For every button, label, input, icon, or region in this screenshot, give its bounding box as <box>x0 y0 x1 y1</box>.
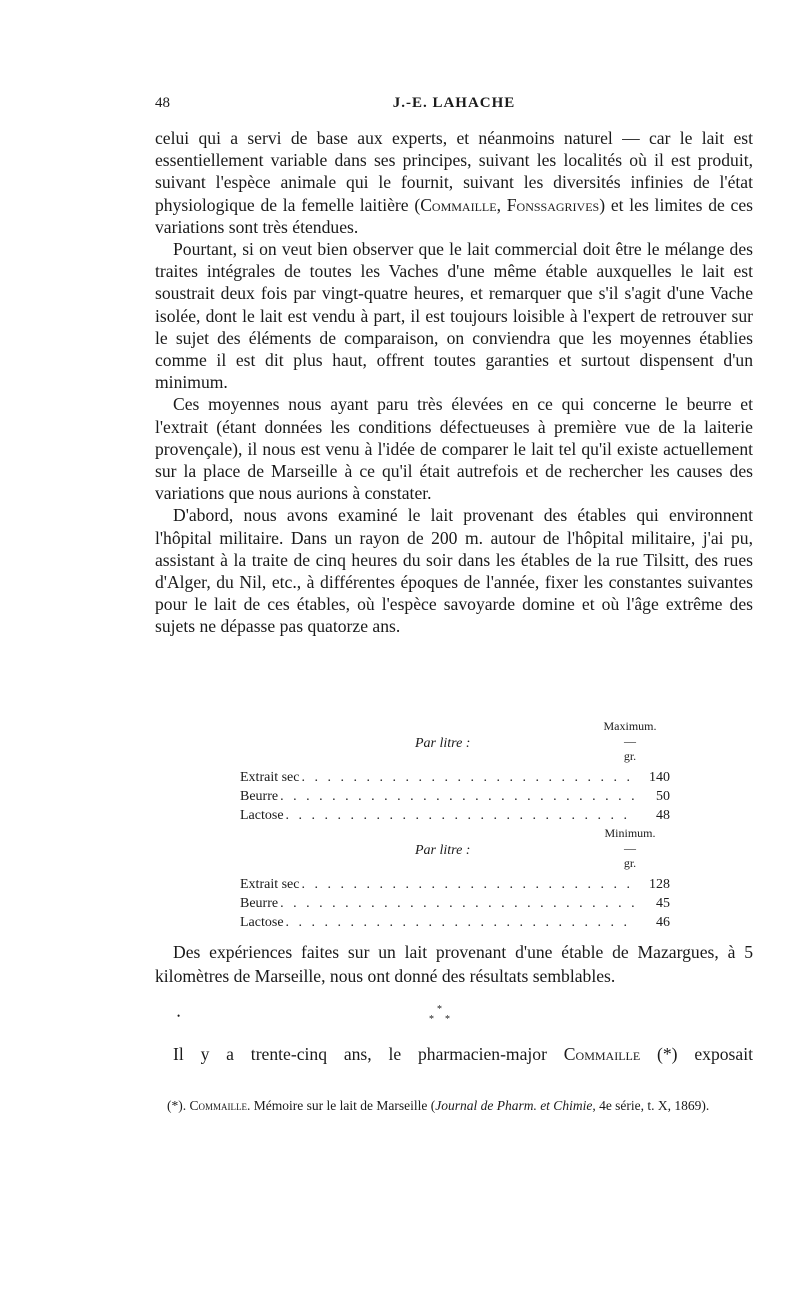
row-label: Lactose <box>240 915 284 930</box>
footnote-marker: (*). <box>167 1098 187 1113</box>
per-litre-label: Par litre : <box>415 843 471 858</box>
dot-leader <box>280 788 634 806</box>
dot-leader <box>286 914 634 932</box>
per-litre-label: Par litre : <box>415 736 471 751</box>
table-header <box>240 719 670 769</box>
author-name-fonssagrives: Fonssagrives <box>506 194 600 215</box>
row-label: Lactose <box>240 808 284 823</box>
table-header <box>240 826 670 876</box>
footnote <box>155 1096 753 1115</box>
paragraph-4: D'abord, nous avons examiné le lait provenant des étables qui environnent l'hôpital militaire. Dans un rayon de 200 m. autour de l'hôpital militaire, j'ai pu, assistant à la traite de cinq heures du soir dans les étables de la rue Tilsitt, des rues d'Alger, du Nil, etc., à différentes époques de l'année, fixer les constantes suivantes pour le lait de ces étables, où l'espèce savoyarde domine et où l'âge extrême des sujets ne dépasse pas quatorze ans. <box>155 505 753 637</box>
running-header <box>155 95 753 119</box>
dot-leader <box>286 807 634 825</box>
asterism-star: * <box>437 1004 442 1015</box>
paragraph-6 <box>155 1042 753 1066</box>
table-row <box>240 895 670 914</box>
table-row <box>240 914 670 933</box>
dot-leader <box>301 769 634 787</box>
paragraph-6-text: Il y a trente-cinq ans, le pharmacien-major <box>173 1044 564 1064</box>
asterism <box>425 1004 455 1034</box>
column-heading <box>590 719 670 764</box>
row-value: 128 <box>649 877 670 892</box>
row-label: Beurre <box>240 896 279 911</box>
column-unit: gr. <box>623 749 637 763</box>
row-value: 45 <box>656 896 670 911</box>
row-value: 140 <box>649 770 670 785</box>
table-minimum <box>240 826 670 933</box>
column-heading <box>590 826 670 871</box>
paragraph-1 <box>155 127 753 238</box>
stray-mark: • <box>177 1011 181 1021</box>
dot-leader <box>301 876 634 894</box>
paragraph-5: Des expériences faites sur un lait provenant d'une étable de Mazargues, à 5 kilomètres de Marseille, nous ont donné des résultats semblables. <box>155 942 753 986</box>
table-row <box>240 807 670 826</box>
paragraph-6-end: (*) exposait <box>640 1044 753 1064</box>
asterism-star: * <box>445 1014 450 1025</box>
footnote-text: . Mémoire sur le lait de Marseille ( <box>247 1098 436 1113</box>
table-maximum <box>240 719 670 826</box>
column-dash: — <box>624 841 636 855</box>
asterism-star: * <box>429 1014 434 1025</box>
row-label: Extrait sec <box>240 877 300 892</box>
table-row <box>240 769 670 788</box>
author-header: J.-E. LAHACHE <box>392 95 516 111</box>
row-value: 46 <box>656 915 670 930</box>
table-row <box>240 788 670 807</box>
body-text-continued <box>155 940 753 988</box>
row-value: 48 <box>656 808 670 823</box>
row-value: 50 <box>656 789 670 804</box>
row-label: Extrait sec <box>240 770 300 785</box>
column-title: Maximum. <box>603 719 657 733</box>
paragraph-1-text: celui qui a servi de base aux experts, et néanmoins naturel — car le lait est essentiellement variable dans ses principes, suivant les localités où il est produit, suivant l'espèce animale qui le fournit, suivant les diversités infinies de l'état physiologique de la femelle laitière ( <box>155 128 753 215</box>
footnote-journal: Journal de Pharm. et Chimie <box>435 1098 593 1113</box>
page-number: 48 <box>155 95 170 111</box>
separator: , <box>496 194 507 215</box>
paragraph-2: Pourtant, si on veut bien observer que le lait commercial doit être le mélange des traites intégrales de toutes les Vaches d'une même étable auxquelles le lait est soustrait deux fois par vingt-quatre heures, et remarquer que s'il s'agit d'une Vache isolée, dont le lait est vendu à part, il est toujours loisible à l'expert de retrouver sur le sujet des éléments de comparaison, on conviendra que les moyennes établies comme il est dit plus haut, offrent toutes garanties et surtout dispensent d'un minimum. <box>155 239 753 393</box>
footnote-author: Commaille <box>189 1098 247 1113</box>
dot-leader <box>280 895 634 913</box>
paragraph-3: Ces moyennes nous ayant paru très élevées en ce qui concerne le beurre et l'extrait (étant données les conditions défectueuses à première vue de la laiterie provençale), il nous est venu à l'idée de comparer le lait tel qu'il existe actuellement sur la place de Marseille à ce qu'il était autrefois et de rechercher les causes des variations que nous aurions à constater. <box>155 394 753 504</box>
footnote-text-end: , 4e série, t. X, 1869). <box>592 1098 710 1113</box>
paragraph-1-end: ) et les limites de ces variations sont très étendues. <box>155 194 754 237</box>
column-dash: — <box>624 734 636 748</box>
table-row <box>240 876 670 895</box>
author-name-commaille: Commaille <box>563 1044 641 1064</box>
row-label: Beurre <box>240 789 279 804</box>
document-page <box>155 0 753 1316</box>
column-unit: gr. <box>623 856 637 870</box>
column-title: Minimum. <box>604 826 656 840</box>
author-name-commaille: Commaille <box>420 194 497 215</box>
body-text <box>155 127 753 638</box>
